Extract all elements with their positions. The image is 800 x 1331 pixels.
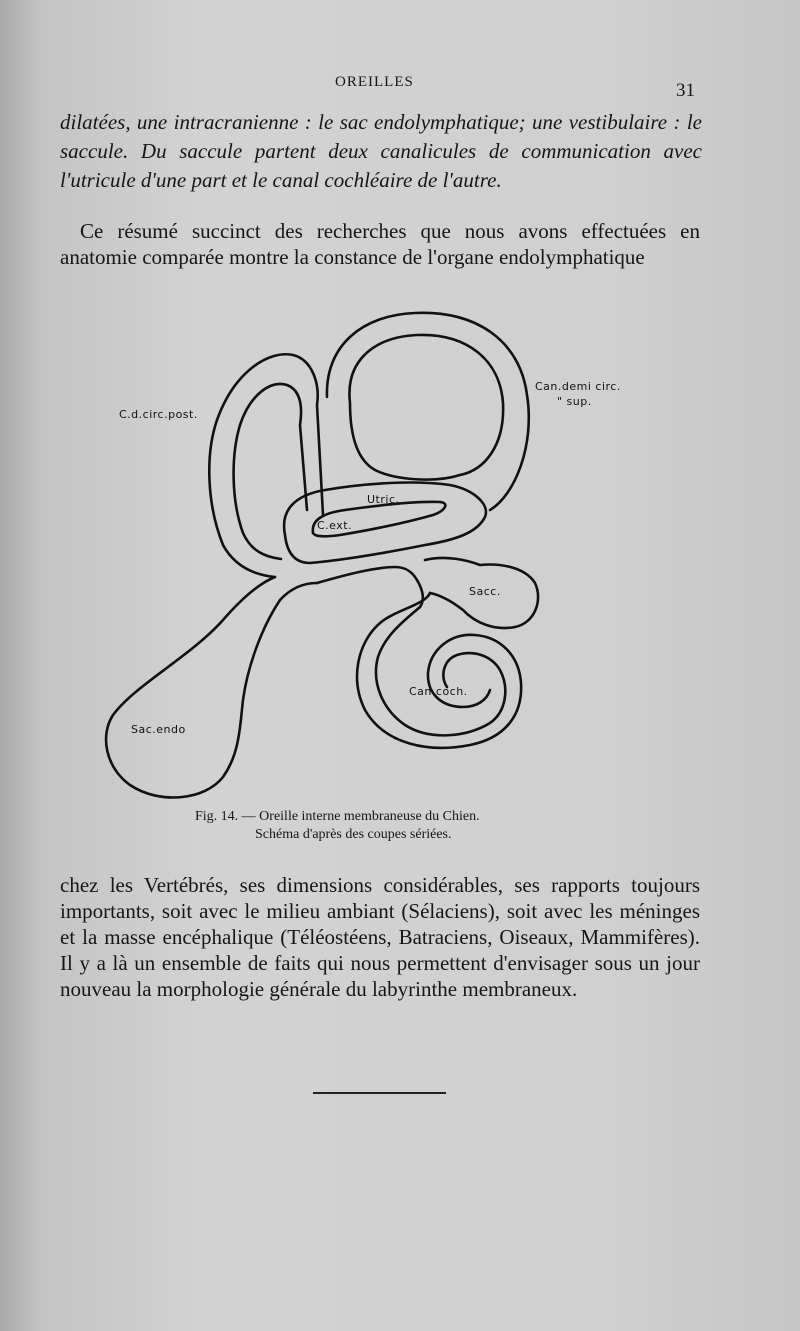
page-number: 31 (676, 80, 695, 101)
posterior-canal-lower-inner (234, 425, 281, 559)
label-sacc: Sacc. (469, 585, 501, 598)
italic-paragraph: dilatées, une intracranienne : le sac endolymphatique; une vestibulaire : le saccule. Du saccule partent deux canalicules de communication avec l'utricule d'une part et le canal cochléaire de l'autre. (60, 110, 702, 192)
label-c-ext: C.ext. (317, 519, 353, 532)
label-sup: " sup. (557, 395, 592, 408)
saccule-stalk (317, 567, 423, 607)
posterior-canal-lower (209, 420, 275, 577)
posterior-canal-outer (217, 354, 323, 515)
caption-line-2: Schéma d'après des coupes sériées. (255, 827, 452, 842)
label-can-coch: Can.coch. (409, 685, 468, 698)
figure-caption (195, 808, 575, 844)
endolymphatic-duct-outer (106, 577, 317, 797)
running-title: OREILLES (335, 74, 414, 90)
label-c-d-circ-post: C.d.circ.post. (119, 408, 198, 421)
label-can-demi-circ: Can.demi circ. (535, 380, 621, 393)
cochlear-duct-outer (357, 593, 521, 748)
inner-ear-figure (95, 305, 621, 805)
posterior-canal-inner (240, 384, 307, 510)
paragraph-continuation: chez les Vertébrés, ses dimensions considérables, ses rapports toujours importants, soit avec le milieu ambiant (Sélaciens), soit avec les méninges et la masse encéphalique (Téléostéens, Batraciens, Oiseaux, Mammifères). Il y a là un ensemble de faits qui nous permettent d'envisager sous un jour nouveau la morphologie générale du labyrinthe membraneux. (60, 873, 700, 1001)
superior-canal-inner (349, 335, 503, 480)
end-rule (313, 1092, 446, 1094)
caption-line-1: Fig. 14. — Oreille interne membraneuse du Chien. (195, 809, 480, 824)
label-sac-endo: Sac.endo (131, 723, 186, 736)
label-utric: Utric. (367, 493, 400, 506)
paragraph-intro: Ce résumé succinct des recherches que nous avons effectuées en anatomie comparée montre la constance de l'organe endolymphatique (60, 219, 700, 269)
cochlear-duct-inner (376, 607, 505, 735)
